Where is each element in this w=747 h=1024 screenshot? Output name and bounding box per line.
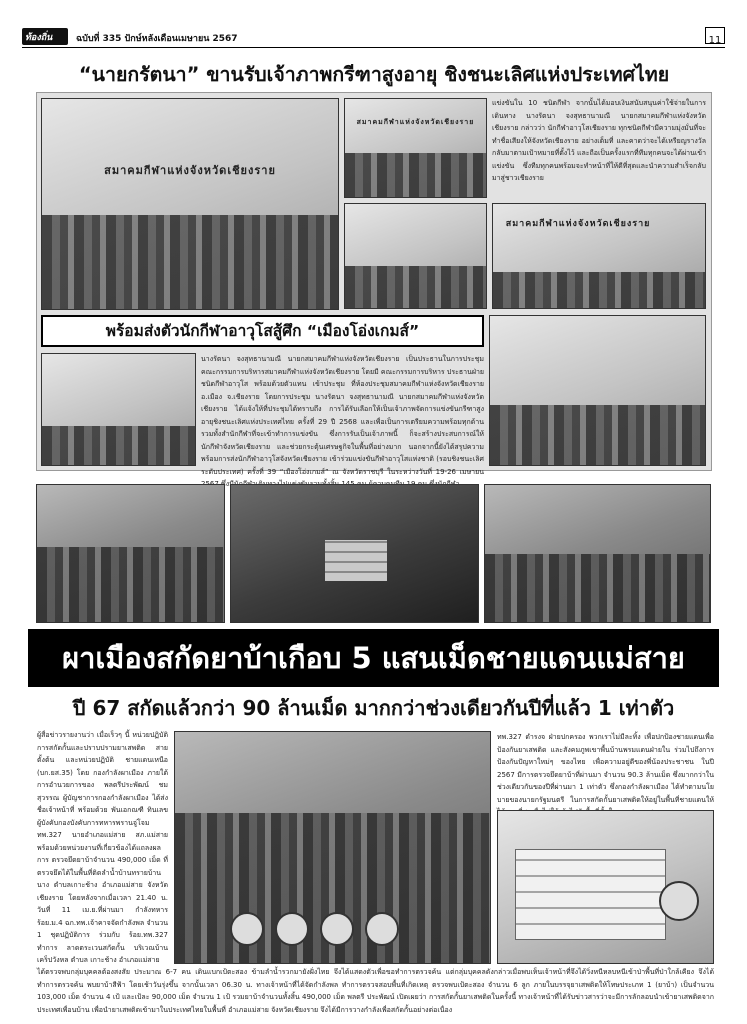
story2-photo-drug-packs: [515, 849, 666, 940]
agency-logo-3-icon: [320, 912, 354, 946]
story1-photo-people-3: [345, 266, 486, 308]
story1-photo-people-4: [493, 272, 705, 308]
story1-photo-group: [41, 98, 339, 310]
story2-banner: ผาเมืองสกัดยาบ้าเกือบ 5 แสนเม็ดชายแดนแม่สาย: [28, 629, 719, 687]
story1-text-main: นางรัตนา จงสุทธานามณี นายกสมาคมกีฬาแห่งจังหวัดเชียงราย เป็นประธานในการประชุมคณะกรรมการบริหารสมาคมกีฬาแห่งจังหวัดเชียงราย โดยมี คณะกรรมการบริหาร ประธานฝ่ายชนิดกีฬาอาวุโส พร้อมด้วยตัวแทน เข้าประชุม ที่ห้องประชุมสมาคมกีฬาแห่งจังหวัดเชียงราย อ.เมือง จ.เชียงราย โดยการประชุม นางรัตนา จงสุทธานามณี นายกสมาคมกีฬาแห่งจังหวัดเชียงราย ได้แจ้งให้ที่ประชุมได้ทราบถึง การได้รับเลือกให้เป็นเจ้าภาพจัดการแข่งขันกรีฑาสูงอายุชิงชนะเลิศแห่งประเทศไทย ครั้งที่ 29 ปี 2568 และเพื่อเป็นการเตรียมความพร้อมทุกด้าน รวมทั้งสำนักกีฬาที่จะเข้าทำการแข่งขัน ซึ่งการรับเป็นเจ้าภาพนี้ ก็จะสร้างประสบการณ์ให้นักกีฬาจังหวัดเชียงราย และช่วยกระตุ้นเศรษฐกิจในพื้นที่อย่างมาก นอกจากนี้ยังได้สรุปความพร้อมการส่งนักกีฬาอาวุโสจังหวัดเชียงราย เข้าร่วมแข่งขันกีฬาอาวุโสแห่งชาติ (รอบชิงชนะเลิศระดับประเทศ) ครั้งที่ 39 “เมืองโอ่งเกมส์” ณ จังหวัดราชบุรี ในระหว่างวันที่ 19-26 เมษายน: [201, 355, 484, 476]
page-number-box: [705, 27, 725, 44]
story2-photo-press-conference: [174, 731, 491, 964]
story1-text-right: แข่งขันใน 10 ชนิดกีฬา จากนั้นได้มอบเงินสนับสนุนค่าใช้จ่ายในการเดินทาง นางรัตนา จงสุทธานามณี นายกสมาคมกีฬาแห่งจังหวัดเชียงราย กล่าวว่า นักกีฬาอาวุโสเชียงราย ทุกชนิดกีฬามีความมุ่งมั่นที่จะทำชื่อเสียงให้จังหวัดเชียงราย อย่างเต็มที่ และคาดว่าจะได้เหรียญรางวัลกลับมาตามเป้าหมายที่ตั้งไว้ และถือเป็นครั้งแรกที่ทีมทุกคนจะได้ผ่านเข้าแข่งขัน ซึ่งทีมทุกคนพร้อมจะทำหน้าที่ให้ดีที่สุดและนำความสำเร็จกลับมาสู่ชาวเชียงราย: [492, 99, 706, 182]
story2-text-full: ได้ตรวจพบกลุ่มบุคคลต้องสงสัย ประมาณ 6-7 คน เดินแบกเป้ตะสอง ข้ามลำน้ำรวกมายังฝั่งไทย จึงได้แสดงตัวเพื่อขอทำการตรวจค้น แต่กลุ่มบุคคลดังกล่าวเมื่อพบเห็นเจ้าหน้าที่จึงได้วิ่งหนีหลบหนีเข้าป่าพื้นที่ป่าใกล้เคียง จึงได้ทำการตรวจค้น พบยาบ้าสีฟ้า โดยเช้าวันรุ่งขึ้น จากนั้นเวลา 06.30 น. ทางเจ้าหน้าที่ได้จัดกำลังพล ทำการตรวจสอบพื้นที่เกิดเหตุ ตรวจพบเป้ตะสอง จำนวน 6 ลูก ภายในบรรจุยาเสพติดให้โทษประเภท 1 (ยาบ้า) เป็นจำนวน 103,000 เม็ด จำนวน 4 เป้ และเป้ละ 90,000 เม็ด จำนวน 1 เป้ รวมยาบ้าจำนวนทั้งสิ้น 490,000 เม็ด พลตรี ประพัฒน์ เปิดเผยว่า การสกัดกั้นยาเสพติดในครั้งนี้ ทางเจ้าหน้าที่ได้รับข่าวสารว่าจะมีการลักลอบนำเข้ายาเสพติดจากประเทศเพื่อนบ้าน เพื่อนำยาเสพติดเข้ามาในประเทศไทยในพื้นที่ อำเภอแม่สาย จังหวัดเชียงราย จึงได้มีการวางกำลังเพื่อสกัดกั้นอย่างต่อเนื่อง: [37, 968, 714, 1014]
story1-photo-sign-3: สมาคมกีฬาแห่งจังหวัดเชียงราย: [505, 219, 651, 229]
story2-headline: ปี 67 สกัดแล้วกว่า 90 ล้านเม็ด มากกว่าช่วงเดียวกันปีที่แล้ว 1 เท่าตัว: [72, 696, 675, 720]
story1-photo-conference: [41, 353, 196, 466]
page-header: [22, 26, 725, 48]
story2-text-right: ทพ.327 ดำรงจ ฝ่ายปกครอง พวกเราไม่มีละทิ้ง เพื่อปกป้องชายแดนเพื่อป้องกันยาเสพติด และสังคมภูพเขาพื้นบ้านพรมแดนฝ่ายใน ร่วมไปถึงการป้องกันปัญหาใหม่ๆ ของไทย เพื่อความอยู่ดีของพี่น้องประชาชน ในปี 2567 มีการตรวจยึดยาบ้าที่ผ่านมา จำนวน 90.3 ล้านเม็ด ซึ่งมากกว่าในช่วงเดียวกันของปีที่ผ่านมา 1 เท่าตัว ซึ่งกองกำลังผาเมือง ได้ทำตามนโยบายของนายกรัฐมนตรี ในการสกัดกั้นยาเสพติดให้อยู่ในพื้นที่ชายแดนให้: [497, 733, 714, 804]
story1-subheadline: พร้อมส่งตัวนักกีฬาอาวุโสสู้ศึก “เมืองโอ่งเกมส์”: [41, 315, 484, 347]
story2-photo-seized-drugs: [497, 810, 714, 964]
page-number: 11: [708, 35, 722, 46]
story2-photo-people-2: [485, 554, 710, 623]
story2-photo-packs: [325, 540, 387, 581]
story2-photo-soldiers-field: [36, 484, 225, 623]
story1-photo-people-5: [42, 426, 195, 465]
agency-logo-5-icon: [659, 881, 699, 921]
story1-photo-meeting-hall: [492, 203, 706, 309]
agency-logo-2-icon: [275, 912, 309, 946]
agency-logo-4-icon: [365, 912, 399, 946]
story2-photo-seized-bags: [230, 484, 479, 623]
story2-photo-people-1: [37, 547, 224, 622]
story1-photo-sign-1: สมาคมกีฬาแห่งจังหวัดเชียงราย: [104, 164, 276, 177]
agency-logo-1-icon: [230, 912, 264, 946]
story2-photo-patrol: [484, 484, 711, 623]
story2-text-left: ผู้สื่อข่าวรายงานว่า เมื่อเร็วๆ นี้ หน่วยปฏิบัติการสกัดกั้นและปราบปรามยาเสพติด สาย ตั้งต้น และหน่วยปฏิบัติ ชายแดนเหนือ (บก.ยส.35) โดย กองกำลังผาเมือง ภายใต้การอำนวยการของ พลตรีประพัฒน์ ชมสุวรรณ ผู้บัญชาการกองกำลังผาเมือง ได้ส่งชื่อเจ้าหน้าที่ พร้อมด้วย พันเอกณฑี ทินเลข ผู้บังคับกองบังคับการทหารพรานจู่โจม ทพ.327 นายอำเภอแม่สาย สภ.แม่สาย พร้อมด้วยหน่วยงานที่เกี่ยวข้องได้แถลงผลการ ตรวจยึดยาบ้าจำนวน 490,000 เม็ด ที่ตรวจยึดได้ในพื้นที่ติดลำน้ำบ้านทรายบ้านนาง ตำบลเกาะช้าง อำเภอแม่สาย จังหวัดเชียงราย โดยหลังจากเมื่อเวลา 21.40 น. วันที่ 11 เม.ย.ที่ผ่านมา กำลังทหาร ร้อย.ม.4 ฉก.ทพ.เจ้าคาจจัดกำลังพล จำนวน 1 ชุดปฏิบัติการ ร่วมกับ ร้อย.ทพ.327 ทำการ ลาดตระเวนสกัดกั้น บริเวณบ้านเคร็ปวังหล ตำบล เกาะช้าง อำเภอแม่สาย: [37, 731, 168, 964]
story1-photo-table: [489, 315, 706, 466]
story1-photo-people-6: [490, 405, 705, 465]
issue-line: ฉบับที่ 335 ปักษ์หลังเดือนเมษายน 2567: [76, 34, 238, 44]
story1-photo-sign-2: สมาคมกีฬาแห่งจังหวัดเชียงราย: [356, 118, 475, 126]
story1-photo-people-2: [345, 153, 486, 197]
brand-logo-text: ท้องถิ่น: [25, 33, 53, 43]
story1-photo-people-1: [42, 215, 338, 310]
story1-photo-group-2: [344, 98, 487, 198]
story1-headline: “นายกรัตนา” ขานรับเจ้าภาพกรีฑาสูงอายุ ชิงชนะเลิศแห่งประเทศไทย: [78, 63, 670, 86]
story1-photo-meeting-1: [344, 203, 487, 309]
brand-logo: [22, 28, 68, 45]
